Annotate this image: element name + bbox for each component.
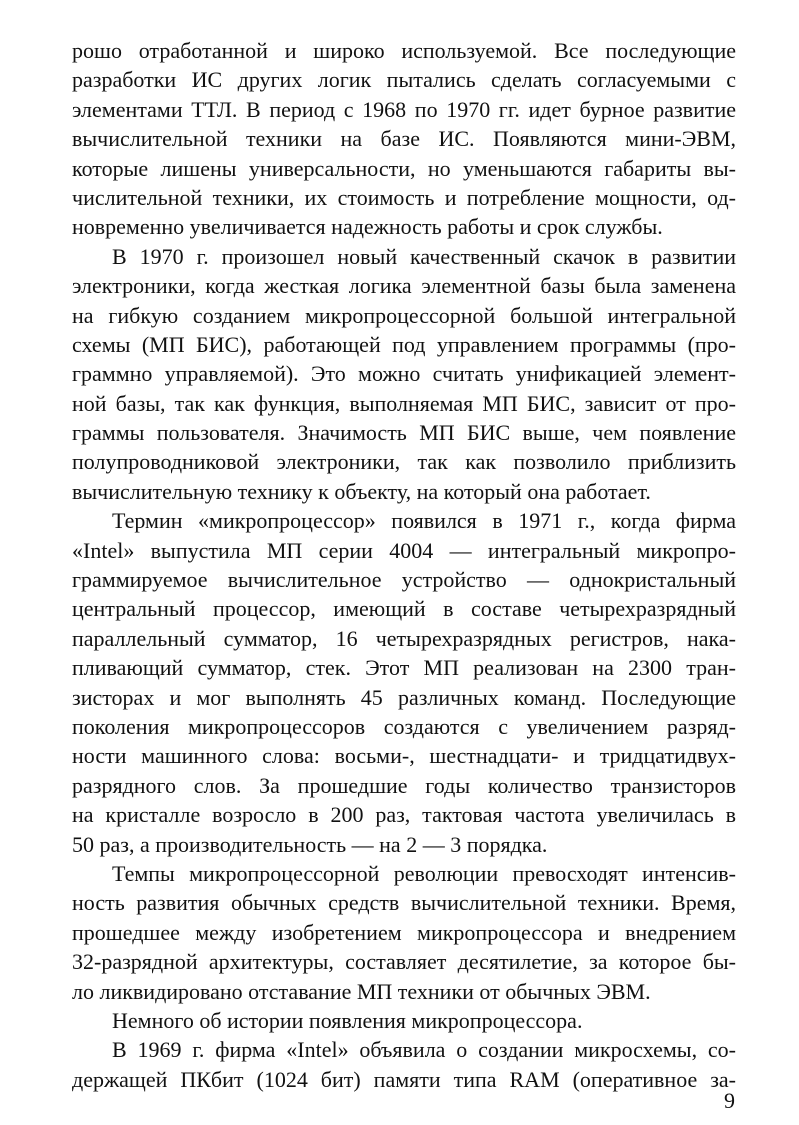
text-line: граммы пользователя. Значимость МП БИС выше, чем появление (72, 420, 736, 446)
text-line: граммно управляемой). Это можно считать унификацией элемент- (72, 361, 736, 387)
text-line: схемы (МП БИС), работающей под управлением программы (про- (72, 331, 736, 357)
text-line: ло ликвидировано отставание МП техники от обычных ЭВМ. (72, 978, 651, 1004)
text-line: числительной техники, их стоимость и потребление мощности, од- (72, 184, 736, 210)
text-line: зисторах и мог выполнять 45 различных команд. Последующие (72, 684, 736, 710)
text-line: 32-разрядной архитектуры, составляет десятилетие, за которое бы- (72, 949, 736, 975)
text-line: граммируемое вычислительное устройство — однокристальный (72, 567, 736, 593)
page-body (72, 36, 736, 1094)
text-line: ной базы, так как функция, выполняемая МП БИС, зависит от про- (72, 390, 736, 416)
text-line: разрядного слов. За прошедшие годы количество транзисторов (72, 772, 736, 798)
text-line: вычислительной техники на базе ИС. Появляются мини-ЭВМ, (72, 126, 736, 152)
text-line: держащей ПКбит (1024 бит) памяти типа RAM (оперативное за- (72, 1066, 736, 1092)
text-line: электроники, когда жесткая логика элементной базы была заменена (72, 273, 736, 299)
text-line: новременно увеличивается надежность работы и срок службы. (72, 214, 663, 240)
text-line: поколения микропроцессоров создаются с увеличением разряд- (72, 713, 736, 739)
text-line: которые лишены универсальности, но уменьшаются габариты вы- (72, 155, 736, 181)
text-line: на кристалле возросло в 200 раз, тактовая частота увеличилась в (72, 802, 736, 828)
text-line: 50 раз, а производительность — на 2 — 3 порядка. (72, 831, 548, 857)
text-line: элементами ТТЛ. В период с 1968 по 1970 гг. идет бурное развитие (72, 96, 736, 122)
text-line: на гибкую созданием микропроцессорной большой интегральной (72, 302, 736, 328)
page-number: 9 (724, 1088, 735, 1113)
text-line: «Intel» выпустила МП серии 4004 — интегральный микропро- (72, 537, 736, 563)
text-line: Термин «микропроцессор» появился в 1971 г., когда фирма (112, 508, 736, 534)
text-line: Темпы микропроцессорной революции превосходят интенсив- (112, 860, 736, 886)
text-line: полупроводниковой электроники, так как позволило приблизить (72, 449, 736, 475)
text-line: параллельный сумматор, 16 четырехразрядных регистров, нака- (72, 625, 736, 651)
text-line: ность развития обычных средств вычислительной техники. Время, (72, 890, 736, 916)
text-line: прошедшее между изобретением микропроцессора и внедрением (72, 919, 736, 945)
text-line: В 1970 г. произошел новый качественный скачок в развитии (112, 243, 736, 269)
text-line: Немного об истории появления микропроцессора. (112, 1007, 583, 1033)
text-line: пливающий сумматор, стек. Этот МП реализован на 2300 тран- (72, 655, 736, 681)
text-line: вычислительную технику к объекту, на который она работает. (72, 478, 651, 504)
text-line: В 1969 г. фирма «Intel» объявила о создании микросхемы, со- (112, 1037, 736, 1063)
text-line: разработки ИС других логик пытались сделать согласуемыми с (72, 67, 736, 93)
text-line: центральный процессор, имеющий в составе четырехразрядный (72, 596, 736, 622)
text-line: ности машинного слова: восьми-, шестнадцати- и тридцатидвух- (72, 743, 736, 769)
text-line: рошо отработанной и широко используемой. Все последующие (72, 38, 736, 63)
